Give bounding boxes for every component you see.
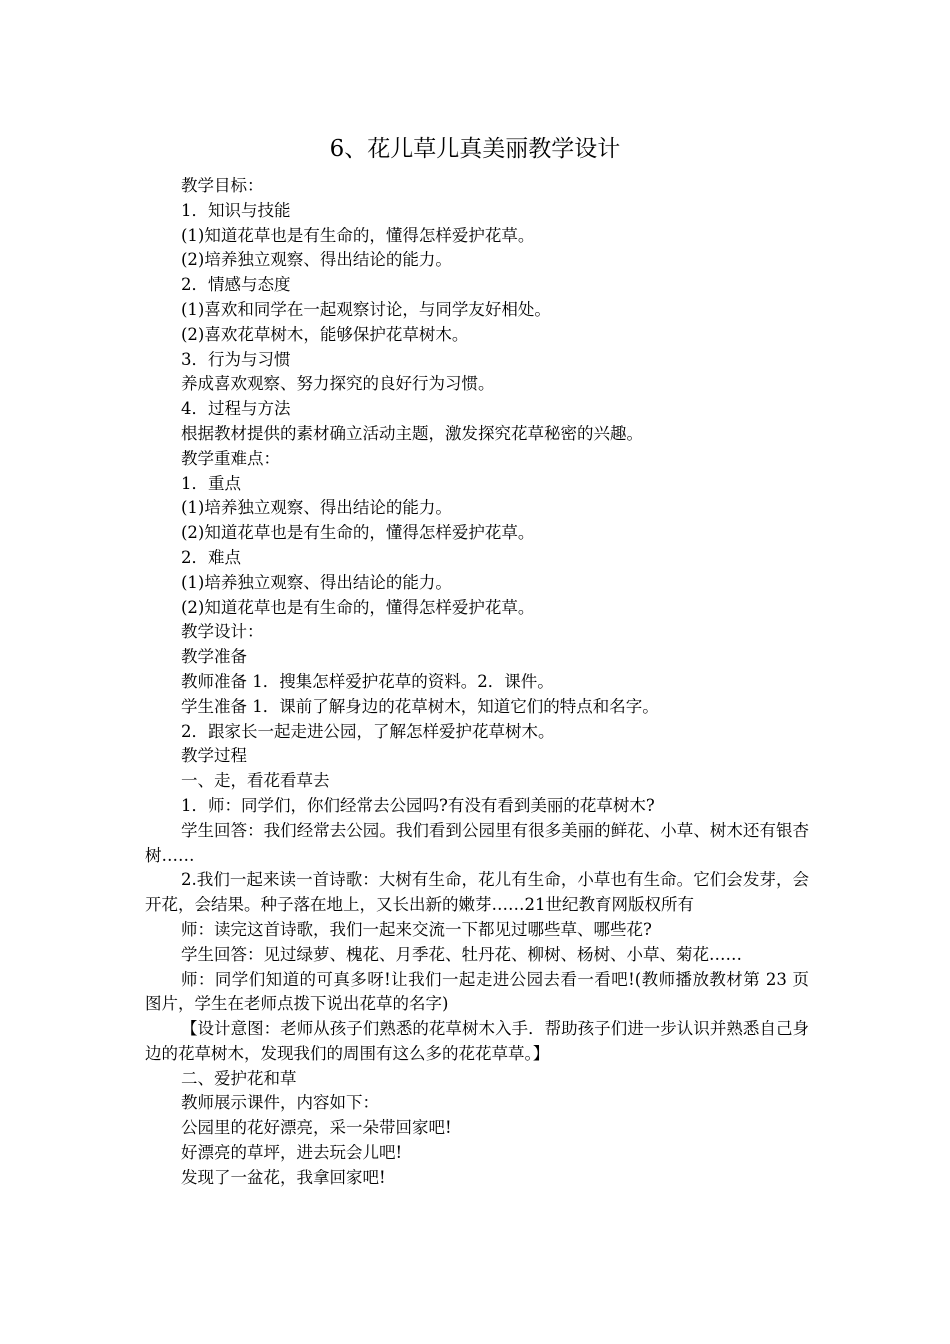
subheading-process-method: 4．过程与方法 xyxy=(181,399,291,419)
paragraph-line: (1)培养独立观察、得出结论的能力。 xyxy=(181,572,452,592)
paragraph-line: 发现了一盆花，我拿回家吧! xyxy=(181,1167,386,1187)
subheading-focus: 1．重点 xyxy=(181,473,241,493)
paragraph-line: (1)知道花草也是有生命的，懂得怎样爱护花草。 xyxy=(181,225,535,245)
subheading-behavior-habits: 3．行为与习惯 xyxy=(181,349,291,369)
paragraph: 学生回答：我们经常去公园。我们看到公园里有很多美丽的鲜花、小草、树木还有银杏树…… xyxy=(145,820,809,865)
subheading-emotion-attitude: 2．情感与态度 xyxy=(181,275,291,295)
design-intent-note: 【设计意图：老师从孩子们熟悉的花草树木入手．帮助孩子们进一步认识并熟悉自己身边的花草树木，发现我们的周围有这么多的花花草草。】 xyxy=(145,1019,809,1063)
paragraph-line: 教师准备 1．搜集怎样爱护花草的资料。2．课件。 xyxy=(181,671,554,691)
paragraph-line: (1)喜欢和同学在一起观察讨论，与同学友好相处。 xyxy=(181,299,551,319)
paragraph-line: 学生回答：见过绿萝、槐花、月季花、牡丹花、柳树、杨树、小草、菊花…… xyxy=(181,944,742,964)
document-title: 6、花儿草儿真美丽教学设计 xyxy=(329,136,621,162)
section-heading-objectives: 教学目标： xyxy=(181,176,264,195)
section-heading-design: 教学设计： xyxy=(181,622,264,642)
paragraph-line: 教师展示课件，内容如下： xyxy=(181,1093,379,1113)
paragraph-line: 养成喜欢观察、努力探究的良好行为习惯。 xyxy=(181,374,495,394)
paragraph-line: (2)知道花草也是有生命的，懂得怎样爱护花草。 xyxy=(181,597,535,617)
paragraph-line: 好漂亮的草坪，进去玩会儿吧! xyxy=(181,1143,403,1163)
paragraph: 2.我们一起来读一首诗歌：大树有生命，花儿有生命，小草也有生命。它们会发芽，会开花，会结果。种子落在地上，又长出新的嫩芽……21世纪教育网版权所有 xyxy=(145,870,809,915)
subheading-knowledge-skills: 1．知识与技能 xyxy=(181,200,291,220)
paragraph-line: 学生准备 1．课前了解身边的花草树木，知道它们的特点和名字。 xyxy=(181,696,659,716)
paragraph-line: (2)知道花草也是有生命的，懂得怎样爱护花草。 xyxy=(181,523,535,543)
paragraph-line: 师：读完这首诗歌，我们一起来交流一下都见过哪些草、哪些花? xyxy=(181,919,652,939)
paragraph-line: 2．跟家长一起走进公园，了解怎样爱护花草树木。 xyxy=(181,721,555,741)
subheading-preparation: 教学准备 xyxy=(181,647,247,667)
paragraph-line: (1)培养独立观察、得出结论的能力。 xyxy=(181,498,452,518)
subheading-part-two: 二、爱护花和草 xyxy=(181,1068,297,1088)
document-body xyxy=(145,174,809,1191)
paragraph: 师：同学们知道的可真多呀!让我们一起走进公园去看一看吧!(教师播放教材第 23 页图片，学生在老师点拨下说出花草的名字) xyxy=(145,969,809,1014)
subheading-teaching-process: 教学过程 xyxy=(181,746,247,766)
paragraph-line: 1．师：同学们，你们经常去公园吗?有没有看到美丽的花草树木? xyxy=(181,795,655,815)
paragraph-line: (2)喜欢花草树木，能够保护花草树木。 xyxy=(181,324,469,344)
paragraph-line: 公园里的花好漂亮，采一朵带回家吧! xyxy=(181,1118,452,1138)
paragraph-line: (2)培养独立观察、得出结论的能力。 xyxy=(181,250,452,270)
paragraph-line: 根据教材提供的素材确立活动主题，激发探究花草秘密的兴趣。 xyxy=(181,423,643,443)
subheading-part-one: 一、走，看花看草去 xyxy=(181,771,330,791)
section-heading-key-points: 教学重难点： xyxy=(181,448,280,468)
subheading-difficulty: 2．难点 xyxy=(181,547,241,567)
